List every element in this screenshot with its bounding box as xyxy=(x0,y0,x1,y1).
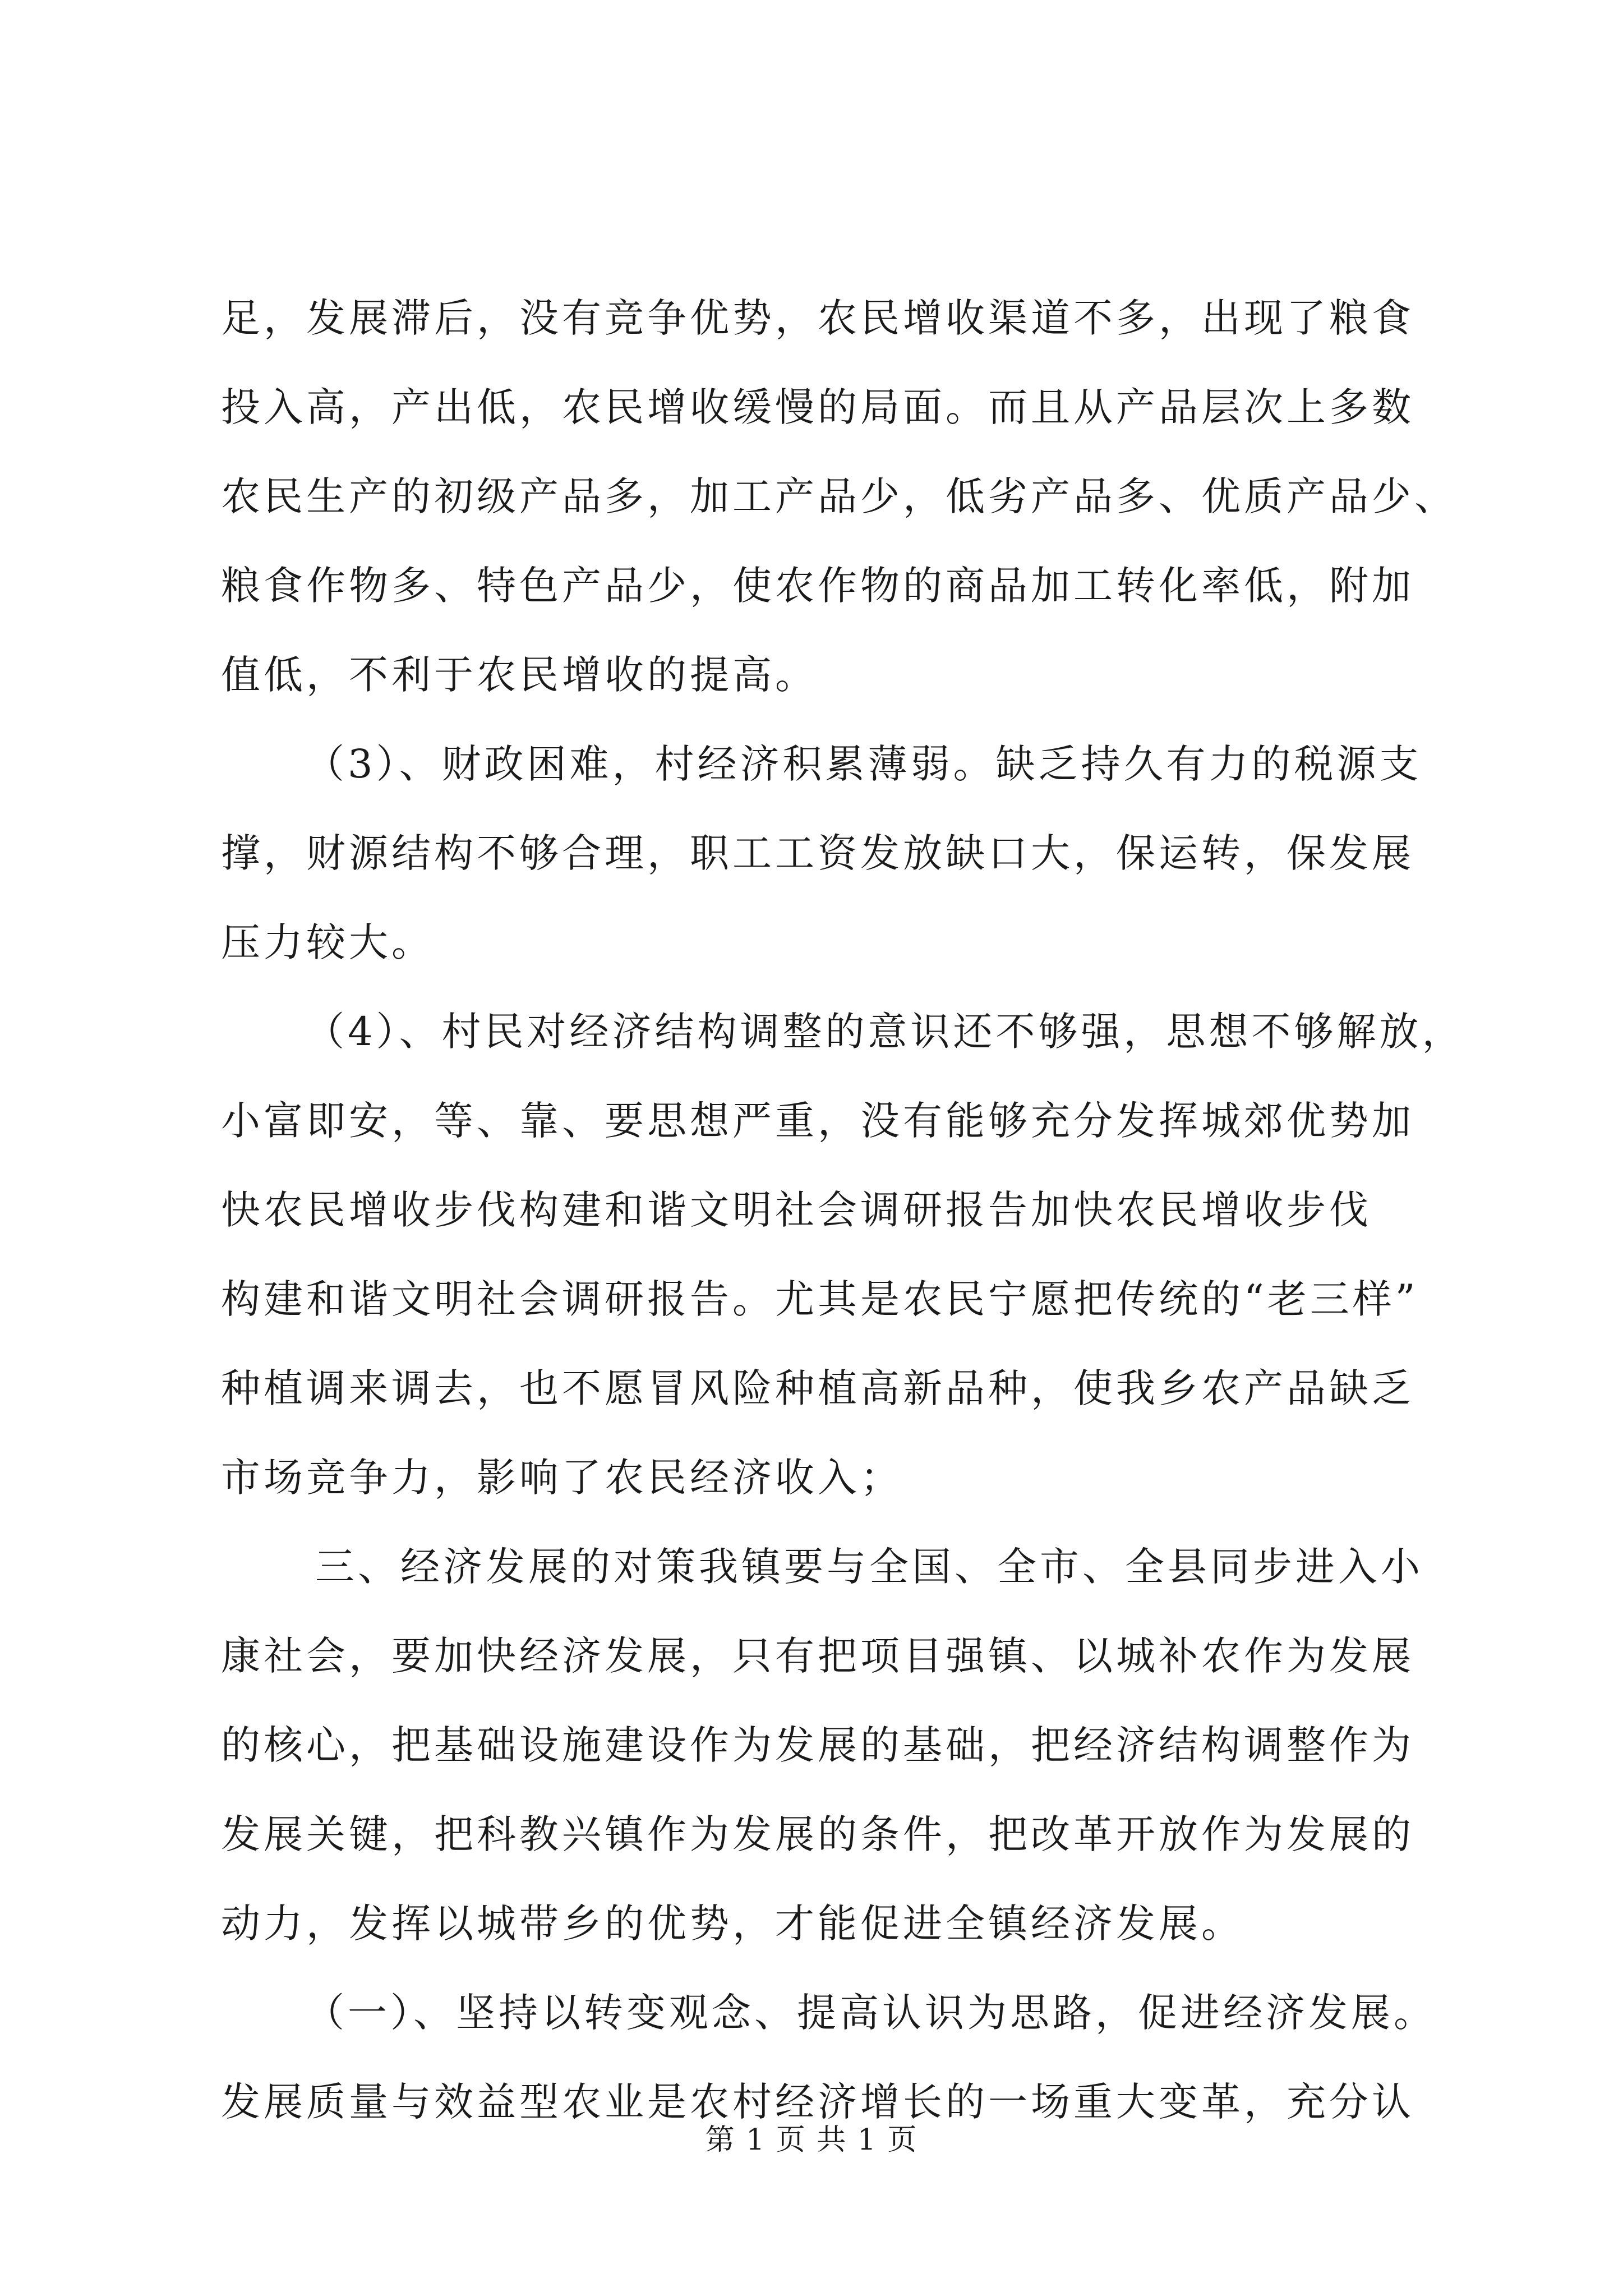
page-footer: 第 1 页 共 1 页 xyxy=(705,2123,918,2157)
text-line: 市场竞争力，影响了农民经济收入； xyxy=(221,1455,903,1501)
text-line: 构建和谐文明社会调研报告。尤其是农民宁愿把传统的“老三样” xyxy=(221,1276,1419,1322)
document-body xyxy=(221,274,1465,2147)
text-line: 发展质量与效益型农业是农村经济增长的一场重大变革，充分认 xyxy=(221,2079,1414,2125)
paragraph-start-line: （3）、财政困难，村经济积累薄弱。缺乏持久有力的税源支 xyxy=(305,741,1422,787)
section-heading-line: 三、经济发展的对策我镇要与全国、全市、全县同步进入小 xyxy=(315,1544,1423,1590)
paragraph-start-line: （4）、村民对经济结构调整的意识还不够强，思想不够解放， xyxy=(305,1009,1465,1055)
text-line: 撑，财源结构不够合理，职工工资发放缺口大，保运转，保发展 xyxy=(221,830,1414,876)
text-line: 足，发展滞后，没有竞争优势，农民增收渠道不多，出现了粮食 xyxy=(221,295,1414,341)
text-line: 农民生产的初级产品多，加工产品少，低劣产品多、优质产品少、 xyxy=(221,473,1457,519)
text-line: 值低，不利于农民增收的提高。 xyxy=(221,652,818,698)
text-line: 康社会，要加快经济发展，只有把项目强镇、以城补农作为发展 xyxy=(221,1633,1414,1679)
text-line: 投入高，产出低，农民增收缓慢的局面。而且从产品层次上多数 xyxy=(221,384,1414,430)
text-line: 小富即安，等、靠、要思想严重，没有能够充分发挥城郊优势加 xyxy=(221,1098,1414,1144)
text-line: 粮食作物多、特色产品少，使农作物的商品加工转化率低，附加 xyxy=(221,563,1414,609)
text-line: 种植调来调去，也不愿冒风险种植高新品种，使我乡农产品缺乏 xyxy=(221,1365,1414,1411)
text-line: 压力较大。 xyxy=(221,919,434,965)
text-line: 发展关键，把科教兴镇作为发展的条件，把改革开放作为发展的 xyxy=(221,1811,1414,1857)
text-line: 快农民增收步伐构建和谐文明社会调研报告加快农民增收步伐 xyxy=(221,1187,1372,1233)
text-line: 的核心，把基础设施建设作为发展的基础，把经济结构调整作为 xyxy=(221,1722,1414,1768)
text-line: 动力，发挥以城带乡的优势，才能促进全镇经济发展。 xyxy=(221,1901,1244,1947)
paragraph-start-line: （一）、坚持以转变观念、提高认识为思路，促进经济发展。 xyxy=(305,1990,1436,2036)
